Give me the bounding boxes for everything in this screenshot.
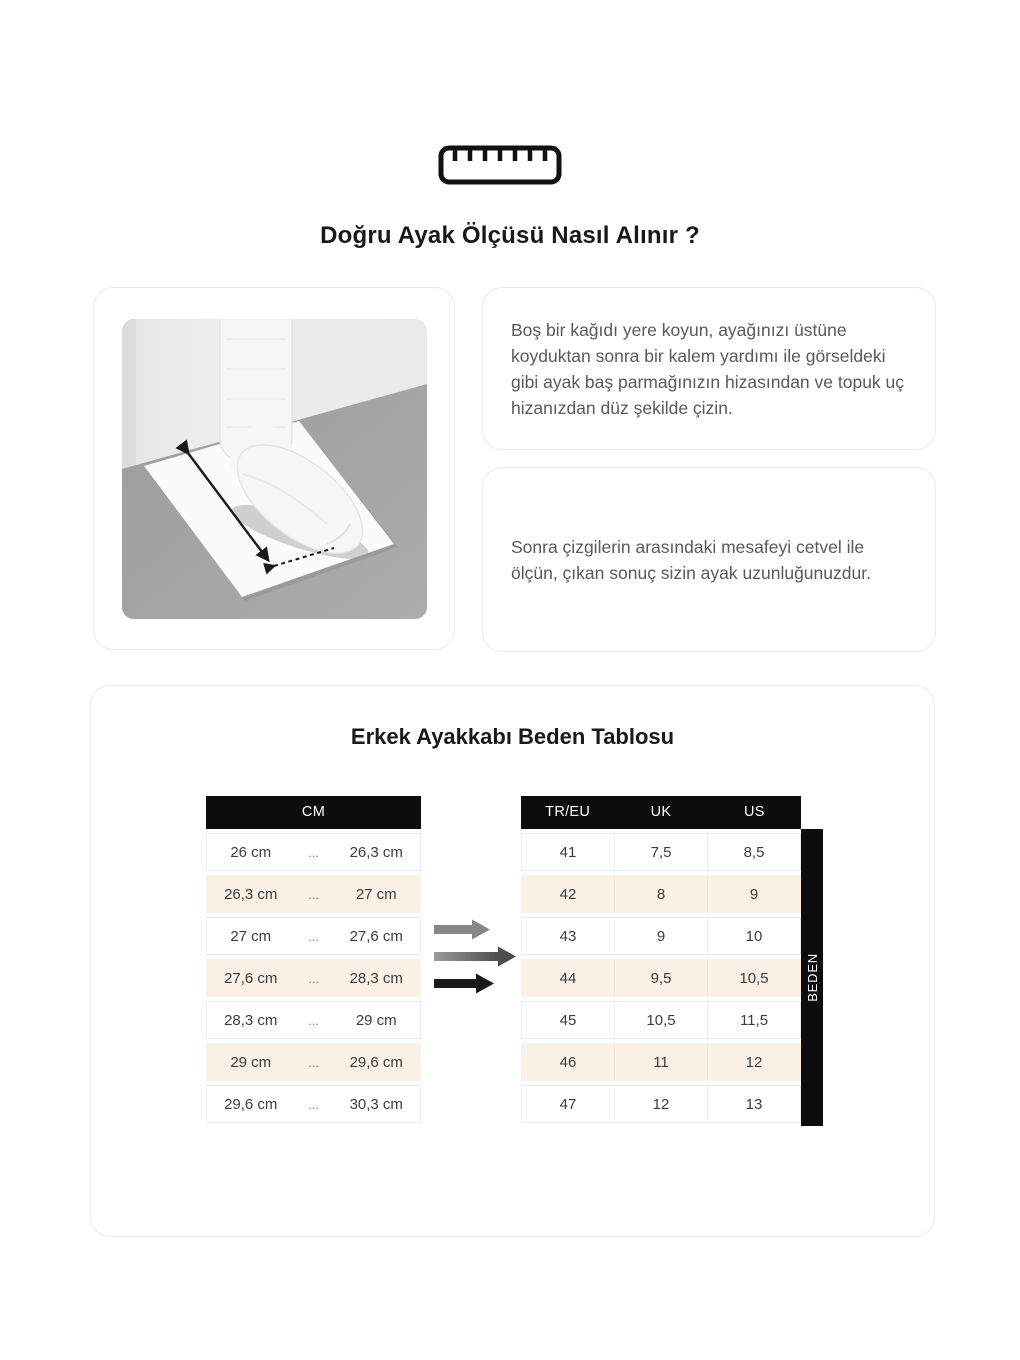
range-separator: ... xyxy=(308,928,319,944)
tr-eu-header: TR/EU xyxy=(545,804,591,820)
instruction-step1-text: Boş bir kağıdı yere koyun, ayağınızı üstüne koyduktan sonra bir kalem yardımı ile görseldeki gibi ayak baş parmağınızın hizasından ve topuk uç hizanızdan düz şekilde çizin. xyxy=(511,319,905,418)
beden-label: BEDEN xyxy=(804,953,820,1002)
cm-table-row xyxy=(206,1043,421,1081)
uk-value: 11 xyxy=(615,1044,708,1080)
conversion-table-body xyxy=(521,833,801,1123)
cm-table-row xyxy=(206,1001,421,1039)
tr-eu-value: 41 xyxy=(522,834,615,870)
cm-table-row xyxy=(206,833,421,871)
conversion-table-row xyxy=(521,959,801,997)
cm-table-header xyxy=(206,796,421,829)
uk-header: UK xyxy=(650,804,672,820)
instruction-step2-text: Sonra çizgilerin arasındaki mesafeyi cetvel ile ölçün, çıkan sonuç sizin ayak uzunluğunuzdur. xyxy=(511,536,871,583)
foot-measurement-photo xyxy=(122,319,427,619)
cm-to-value: 26,3 cm xyxy=(349,843,403,861)
cm-from-value: 27,6 cm xyxy=(224,969,278,987)
conversion-table-row xyxy=(521,875,801,913)
cm-from-value: 27 cm xyxy=(230,927,272,945)
cm-to-value: 30,3 cm xyxy=(349,1095,403,1113)
ruler-icon xyxy=(0,145,1000,185)
tr-eu-value: 46 xyxy=(522,1044,615,1080)
cm-from-value: 29 cm xyxy=(230,1053,272,1071)
us-value: 8,5 xyxy=(743,843,765,861)
page-title: Doğru Ayak Ölçüsü Nasıl Alınır ? xyxy=(320,222,700,249)
uk-value: 12 xyxy=(615,1086,708,1122)
conversion-table-row xyxy=(521,833,801,871)
tr-eu-value: 43 xyxy=(522,918,615,954)
conversion-table-row xyxy=(521,1043,801,1081)
us-value: 10,5 xyxy=(739,969,769,987)
tr-eu-value: 45 xyxy=(522,1002,615,1038)
cm-from-value: 26,3 cm xyxy=(224,885,278,903)
us-value: 10 xyxy=(745,927,763,945)
cm-from-value: 26 cm xyxy=(230,843,272,861)
range-separator: ... xyxy=(308,1012,319,1028)
uk-value: 7,5 xyxy=(615,834,708,870)
cm-from-value: 28,3 cm xyxy=(224,1011,278,1029)
conversion-table-row xyxy=(521,1085,801,1123)
uk-value: 9 xyxy=(615,918,708,954)
tr-eu-value: 44 xyxy=(522,960,615,996)
us-value: 9 xyxy=(749,885,759,903)
cm-table-body xyxy=(206,833,421,1123)
tr-eu-value: 42 xyxy=(522,876,615,912)
conversion-table-header xyxy=(521,796,801,829)
cm-table xyxy=(206,796,421,1123)
cm-header-label: CM xyxy=(301,804,326,820)
uk-value: 8 xyxy=(615,876,708,912)
range-separator: ... xyxy=(308,970,319,986)
cm-table-row xyxy=(206,959,421,997)
instruction-card-step1 xyxy=(482,287,936,450)
us-header: US xyxy=(743,804,765,820)
us-value: 13 xyxy=(745,1095,763,1113)
cm-to-value: 27,6 cm xyxy=(349,927,403,945)
conversion-table xyxy=(521,796,801,1123)
foot-measurement-card xyxy=(93,287,455,650)
range-separator: ... xyxy=(308,1054,319,1070)
cm-table-row xyxy=(206,875,421,913)
uk-value: 9,5 xyxy=(615,960,708,996)
cm-to-value: 27 cm xyxy=(355,885,397,903)
cm-table-row xyxy=(206,917,421,955)
conversion-table-row xyxy=(521,1001,801,1039)
instruction-card-step2 xyxy=(482,467,936,652)
cm-to-value: 29,6 cm xyxy=(349,1053,403,1071)
conversion-arrows-icon xyxy=(426,914,521,999)
range-separator: ... xyxy=(308,886,319,902)
size-table-card xyxy=(90,685,935,1237)
us-value: 11,5 xyxy=(739,1011,769,1029)
tr-eu-value: 47 xyxy=(522,1086,615,1122)
size-table-title: Erkek Ayakkabı Beden Tablosu xyxy=(350,724,675,749)
conversion-table-row xyxy=(521,917,801,955)
range-separator: ... xyxy=(308,844,319,860)
cm-to-value: 28,3 cm xyxy=(349,969,403,987)
cm-to-value: 29 cm xyxy=(355,1011,397,1029)
uk-value: 10,5 xyxy=(615,1002,708,1038)
range-separator: ... xyxy=(308,1096,319,1112)
cm-table-row xyxy=(206,1085,421,1123)
cm-from-value: 29,6 cm xyxy=(224,1095,278,1113)
beden-side-bar xyxy=(801,829,823,1126)
us-value: 12 xyxy=(745,1053,763,1071)
